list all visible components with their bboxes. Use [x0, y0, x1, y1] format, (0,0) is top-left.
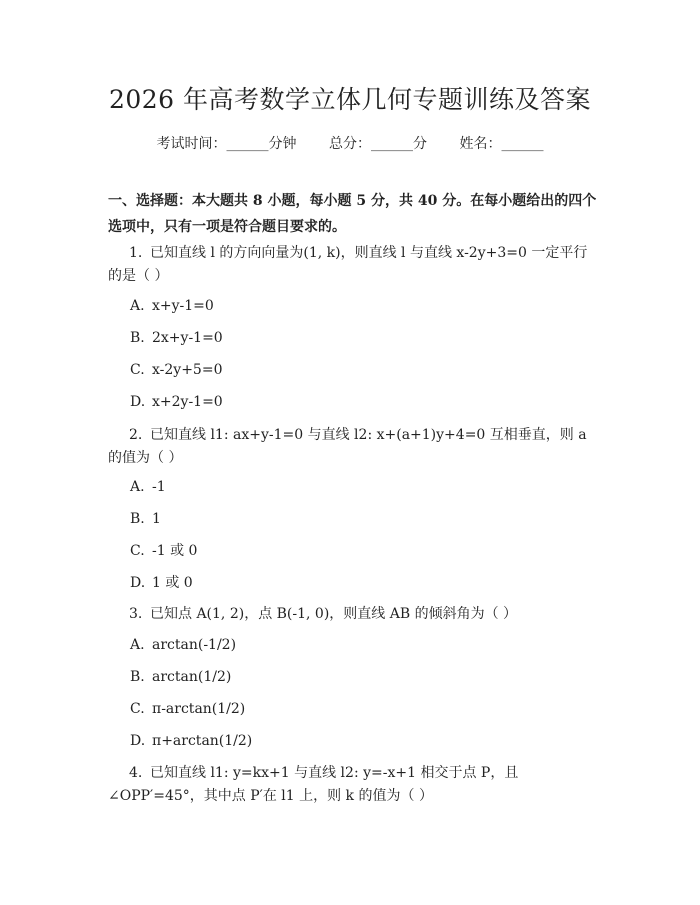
- exam-time: 考试时间：______分钟: [156, 136, 297, 152]
- question-text: 已知点 A(1, 2)，点 B(-1, 0)，则直线 AB 的倾斜角为（ ）: [150, 606, 518, 622]
- option-a: A. x+y-1=0: [130, 298, 214, 314]
- section-heading: 一、选择题：本大题共 8 小题，每小题 5 分，共 40 分。在每小题给出的四个选项中，只有一项是符合题目要求的。: [108, 193, 597, 235]
- option-d: D. 1 或 0: [130, 575, 193, 591]
- option-a: A. -1: [130, 479, 166, 495]
- question-text: 已知直线 l 的方向向量为(1, k)，则直线 l 与直线 x-2y+3=0 一定平行的是（ ）: [108, 245, 588, 284]
- question-number: 4.: [129, 765, 143, 781]
- option-a: A. arctan(-1/2): [130, 637, 237, 653]
- option-b: B. arctan(1/2): [130, 669, 232, 685]
- question-number: 1.: [129, 245, 143, 261]
- option-d: D. π+arctan(1/2): [130, 733, 253, 749]
- question-number: 3.: [129, 606, 143, 622]
- exam-meta: [0, 133, 700, 153]
- question-text: 已知直线 l1: ax+y-1=0 与直线 l2: x+(a+1)y+4=0 互相垂直，则 a 的值为（ ）: [108, 427, 587, 466]
- option-b: B. 2x+y-1=0: [130, 330, 223, 346]
- question-2: [108, 424, 600, 470]
- question-text: 已知直线 l1: y=kx+1 与直线 l2: y=-x+1 相交于点 P，且∠OPP′=45°，其中点 P′在 l1 上，则 k 的值为（ ）: [108, 765, 519, 804]
- option-b: B. 1: [130, 511, 161, 527]
- question-4: [108, 762, 600, 808]
- question-3: [108, 603, 600, 626]
- student-name: 姓名：______: [459, 136, 544, 152]
- option-c: C. π-arctan(1/2): [130, 701, 246, 717]
- question-number: 2.: [129, 427, 143, 443]
- exam-score: 总分：______分: [329, 136, 427, 152]
- page-title: 2026 年高考数学立体几何专题训练及答案: [108, 85, 592, 114]
- question-1: [108, 242, 600, 288]
- option-c: C. -1 或 0: [130, 543, 198, 559]
- option-c: C. x-2y+5=0: [130, 362, 223, 378]
- option-d: D. x+2y-1=0: [130, 394, 223, 410]
